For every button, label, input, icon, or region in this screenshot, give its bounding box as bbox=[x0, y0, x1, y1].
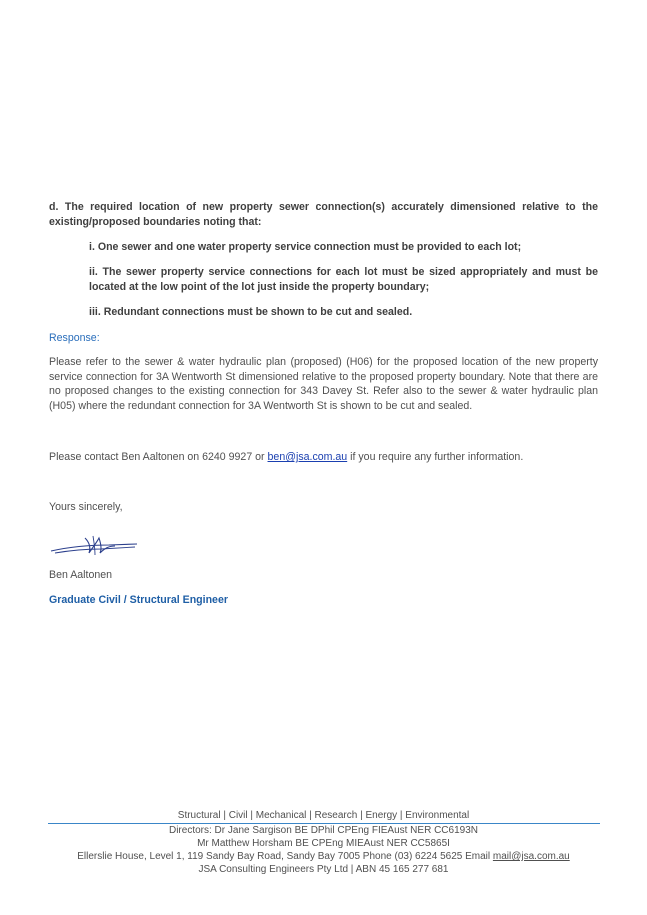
contact-line bbox=[49, 450, 598, 465]
signer-title: Graduate Civil / Structural Engineer bbox=[49, 594, 228, 606]
contact-prefix: Please contact Ben Aaltonen on 6240 9927 or bbox=[49, 451, 265, 463]
section-d-item-2: ii. The sewer property service connections for each lot must be sized appropriately and must be located at the low point of the lot just inside the property boundary; bbox=[89, 266, 598, 293]
section-d-heading: d. The required location of new property sewer connection(s) accurately dimensioned relative to the existing/proposed boundaries noting that: bbox=[49, 201, 598, 228]
section-d-item-3: iii. Redundant connections must be shown to be cut and sealed. bbox=[89, 306, 413, 318]
response-body: Please refer to the sewer & water hydraulic plan (proposed) (H06) for the proposed location of the new property service connection for 3A Wentworth St dimensioned relative to the proposed property boundary. Note that there are no proposed changes to the existing connection for 343 Davey St. Refer also to the sewer & water hydraulic plan (H05) where the redundant connection for 3A Wentworth St is shown to be cut and sealed. bbox=[49, 356, 598, 412]
section-d-item-1: i. One sewer and one water property service connection must be provided to each lot; bbox=[89, 241, 522, 253]
footer-address bbox=[0, 850, 647, 863]
footer-directors-2: Mr Matthew Horsham BE CPEng MIEAust NER CC5865I bbox=[197, 838, 450, 849]
footer-company: JSA Consulting Engineers Pty Ltd | ABN 45 165 277 681 bbox=[198, 864, 449, 875]
footer-directors-1: Directors: Dr Jane Sargison BE DPhil CPEng FIEAust NER CC6193N bbox=[168, 825, 478, 836]
response-label: Response: bbox=[49, 332, 100, 344]
footer-services: Structural | Civil | Mechanical | Research | Energy | Environmental bbox=[177, 810, 470, 821]
contact-email-link[interactable]: ben@jsa.com.au bbox=[267, 451, 348, 463]
footer-email-link[interactable]: mail@jsa.com.au bbox=[492, 851, 570, 862]
salutation: Yours sincerely, bbox=[49, 501, 123, 513]
contact-suffix: if you require any further information. bbox=[350, 451, 524, 463]
signer-name: Ben Aaltonen bbox=[49, 569, 113, 581]
footer-address-text: Ellerslie House, Level 1, 119 Sandy Bay Road, Sandy Bay 7005 Phone (03) 6224 5625 Email bbox=[77, 851, 491, 862]
signature-image bbox=[49, 534, 141, 563]
